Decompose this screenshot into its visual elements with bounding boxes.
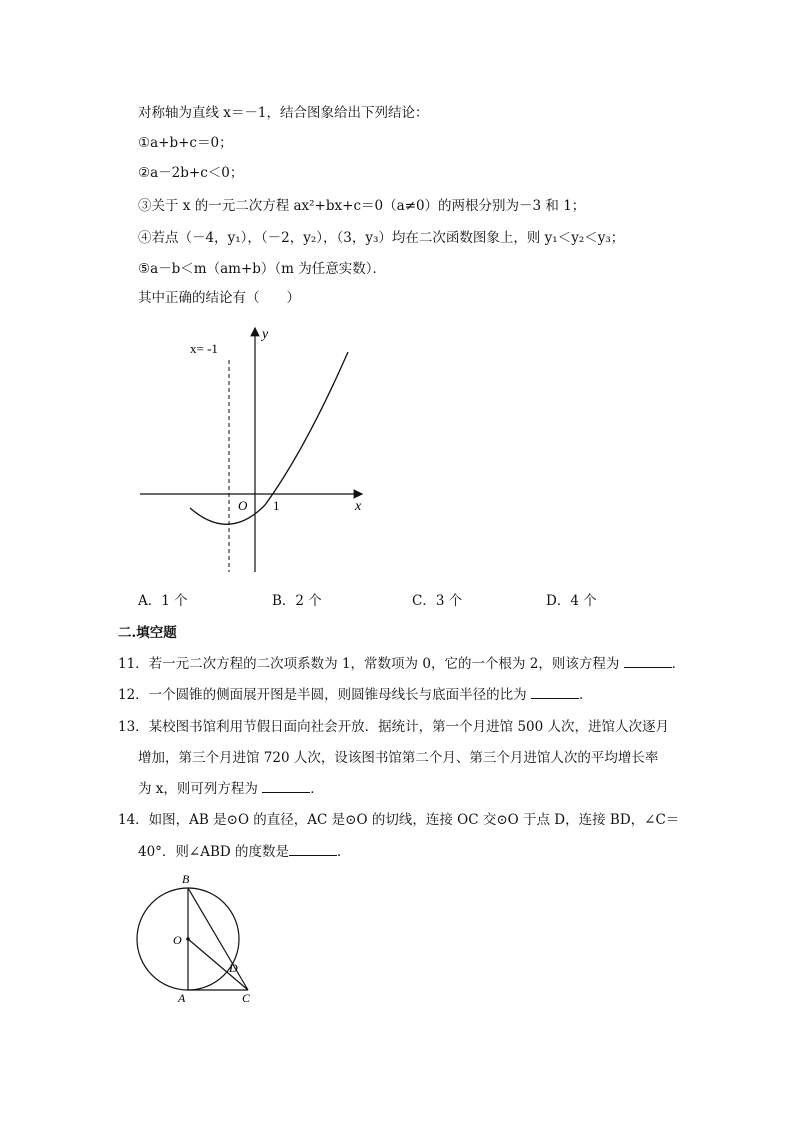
section-title: 二.填空题 bbox=[118, 625, 177, 641]
x-axis-label: x bbox=[355, 499, 362, 514]
q12-end: ． bbox=[578, 687, 593, 703]
parabola-graph bbox=[130, 320, 380, 580]
option-a: A．1 个 bbox=[138, 593, 188, 609]
q11-blank bbox=[624, 655, 672, 668]
label-d: D bbox=[229, 961, 238, 975]
y-axis-label: y bbox=[262, 327, 269, 342]
label-c: C bbox=[242, 991, 251, 1005]
tick-label-1: 1 bbox=[273, 498, 280, 513]
symmetry-label: x= -1 bbox=[190, 341, 218, 356]
option-d: D．4 个 bbox=[546, 593, 597, 609]
q13-blank bbox=[262, 780, 310, 793]
option-c: C．3 个 bbox=[412, 593, 463, 609]
q13-line3 bbox=[138, 780, 324, 798]
q13-text: 为 x，则可列方程为 bbox=[138, 781, 258, 797]
q14-blank bbox=[289, 843, 337, 856]
q13-line2: 增加，第三个月进馆 720 人次，设该图书馆第二个月、第三个月进馆人次的平均增长率 bbox=[138, 750, 659, 766]
conclusion-4: ④若点（－4，y₁），（－2，y₂），（3，y₃）均在二次函数图象上，则 y₁＜y₂＜y₃； bbox=[138, 230, 625, 246]
conclusion-3: ③关于 x 的一元二次方程 ax²+bx+c＝0（a≠0）的两根分别为－3 和 1； bbox=[138, 198, 586, 214]
label-b: B bbox=[182, 872, 190, 886]
option-b: B．2 个 bbox=[272, 593, 322, 609]
label-a: A bbox=[178, 991, 186, 1005]
q13-line1: 13．某校图书馆利用节假日面向社会开放．据统计，第一个月进馆 500 人次，进馆人次逐月 bbox=[118, 719, 670, 735]
q12 bbox=[118, 686, 592, 704]
q14-line1: 14．如图，AB 是⊙O 的直径，AC 是⊙O 的切线，连接 OC 交⊙O 于点 D，连接 BD，∠C＝ bbox=[118, 812, 680, 828]
center-point bbox=[186, 937, 190, 941]
q12-text: 12．一个圆锥的侧面展开图是半圆，则圆锥母线长与底面半径的比为 bbox=[118, 687, 527, 703]
q13-end: ． bbox=[310, 781, 324, 797]
label-o: O bbox=[173, 933, 182, 947]
q11-end: ． bbox=[671, 656, 686, 672]
q10-question: 其中正确的结论有（ ） bbox=[138, 290, 300, 306]
parabola-curve bbox=[190, 352, 348, 524]
circle-figure bbox=[130, 868, 270, 1008]
conclusion-5: ⑤a－b＜m（am+b）（m 为任意实数）． bbox=[138, 261, 386, 277]
conclusion-1: ①a+b+c＝0； bbox=[138, 135, 233, 151]
q12-blank bbox=[531, 686, 579, 699]
q11-text: 11．若一元二次方程的二次项系数为 1，常数项为 0，它的一个根为 2，则该方程为 bbox=[118, 656, 620, 672]
q14-line2 bbox=[138, 843, 351, 861]
q14-text: 40°．则∠ABD 的度数是 bbox=[138, 844, 290, 860]
conclusion-2: ②a－2b+c＜0； bbox=[138, 165, 244, 181]
q11 bbox=[118, 655, 685, 673]
origin-label: O bbox=[238, 498, 248, 513]
q14-end: ． bbox=[337, 844, 351, 860]
q10-intro: 对称轴为直线 x＝－1，结合图象给出下列结论： bbox=[138, 105, 429, 121]
